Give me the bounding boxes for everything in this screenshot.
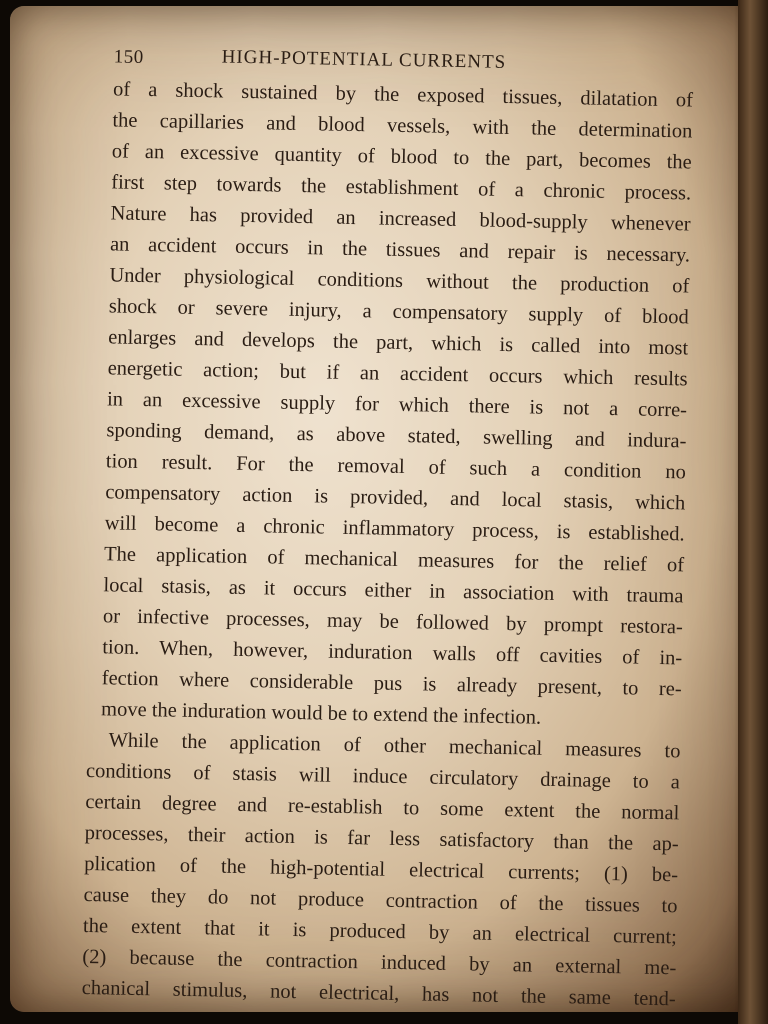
page-text-block [75,40,693,1012]
text-line: first step towards the establishment of a chronic process. [111,171,692,205]
text-line: tion result. For the removal of such a condition no [105,450,687,484]
text-line: the extent that it is produced by an electrical current; [82,914,678,949]
text-line: certain degree and re-establish to some extent the normal [85,790,680,825]
text-line: chanical stimulus, not electrical, has not the same tend- [81,976,676,1011]
text-line: While the application of other mechanical measures to [108,729,681,763]
text-line: or infective processes, may be followed by prompt restora- [102,605,684,639]
running-title: HIGH-POTENTIAL CURRENTS [221,46,507,73]
text-line: Nature has provided an increased blood-supply whenever [110,202,691,236]
text-line: enlarges and develops the part, which is called into most [108,326,689,360]
text-line: tion. When, however, induration walls off cavities of in- [102,636,683,670]
text-line: Under physiological conditions without the production of [109,264,690,298]
text-line: conditions of stasis will induce circulatory drainage to a [85,759,681,794]
text-line: of an excessive quantity of blood to the part, becomes the [111,140,692,174]
text-line: shock or severe injury, a compensatory supply of blood [108,295,689,329]
text-line: move the induration would be to extend the infection. [100,698,542,729]
text-line: the capillaries and blood vessels, with the determination [112,109,693,143]
text-line: The application of mechanical measures for the relief of [103,543,685,577]
text-line: cause they do not produce contraction of the tissues to [83,883,678,918]
text-line: compensatory action is provided, and local stasis, which [105,481,686,515]
book-edge [738,0,768,1024]
text-line: in an excessive supply for which there is not a corre- [106,388,688,422]
paragraph-1 [101,74,693,736]
book-page [10,6,756,1012]
text-line: will become a chronic inflammatory process, is established. [104,512,685,546]
text-line: processes, their action is far less satisfactory than the ap- [84,821,679,856]
page-number: 150 [113,46,144,68]
text-line: fection where considerable pus is already present, to re- [101,667,682,701]
text-line: sponding demand, as above stated, swelling and indura- [106,419,687,453]
paragraph-2 [81,725,680,1012]
text-line: energetic action; but if an accident occurs which results [107,357,688,391]
text-line: plication of the high-potential electrical currents; (1) be- [83,852,679,887]
text-line: of a shock sustained by the exposed tissues, dilatation of [112,78,694,112]
text-line: (2) because the contraction induced by an external me- [82,945,677,980]
text-line: local stasis, as it occurs either in association with trauma [103,574,684,608]
text-line: an accident occurs in the tissues and repair is necessary. [109,233,691,267]
